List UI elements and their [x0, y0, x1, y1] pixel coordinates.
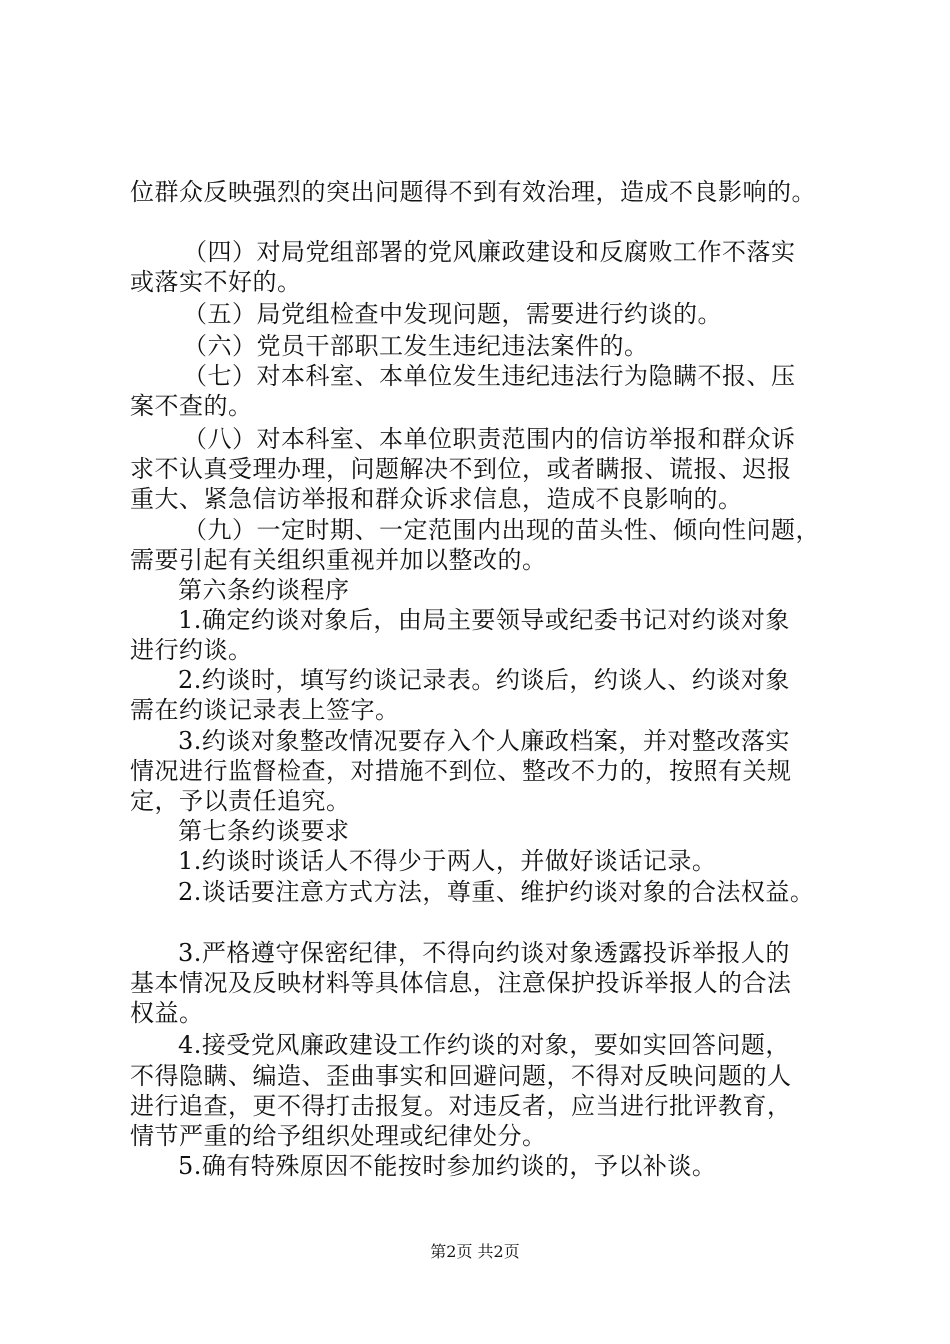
body-line: 需在约谈记录表上签字。 [130, 696, 400, 724]
body-line: （五）局党组检查中发现问题，需要进行约谈的。 [183, 300, 722, 328]
body-line: （七）对本科室、本单位发生违纪违法行为隐瞒不报、压 [183, 362, 796, 390]
section-heading: 第六条约谈程序 [178, 576, 350, 604]
body-line: （八）对本科室、本单位职责范围内的信访举报和群众诉 [183, 425, 796, 453]
body-line: （四）对局党组部署的党风廉政建设和反腐败工作不落实 [183, 238, 796, 266]
body-line: 3.严格遵守保密纪律，不得向约谈对象透露投诉举报人的 [178, 939, 790, 967]
body-line: 3.约谈对象整改情况要存入个人廉政档案，并对整改落实 [178, 727, 790, 755]
body-line: 1.确定约谈对象后，由局主要领导或纪委书记对约谈对象 [178, 606, 790, 634]
body-line: （六）党员干部职工发生违纪违法案件的。 [183, 332, 649, 360]
body-line: 求不认真受理办理，问题解决不到位，或者瞒报、谎报、迟报 [130, 455, 792, 483]
body-line: （九）一定时期、一定范围内出现的苗头性、倾向性问题， [183, 516, 820, 544]
body-line: 4.接受党风廉政建设工作约谈的对象，要如实回答问题， [178, 1031, 790, 1059]
body-line: 权益。 [130, 999, 204, 1027]
page-footer: 第2页 共2页 [430, 1242, 520, 1261]
body-line: 情况进行监督检查，对措施不到位、整改不力的，按照有关规 [130, 757, 792, 785]
section-heading: 第七条约谈要求 [178, 817, 350, 845]
body-line: 2.约谈时，填写约谈记录表。约谈后，约谈人、约谈对象 [178, 666, 790, 694]
body-line: 或落实不好的。 [130, 268, 302, 296]
body-line: 位群众反映强烈的突出问题得不到有效治理，造成不良影响的。 [130, 178, 816, 206]
body-line: 案不查的。 [130, 392, 253, 420]
body-line: 进行约谈。 [130, 636, 253, 664]
body-line: 定，予以责任追究。 [130, 787, 351, 815]
body-line: 情节严重的给予组织处理或纪律处分。 [130, 1122, 547, 1150]
body-line: 需要引起有关组织重视并加以整改的。 [130, 546, 547, 574]
body-line: 2.谈话要注意方式方法，尊重、维护约谈对象的合法权益。 [178, 878, 815, 906]
body-line: 进行追查，更不得打击报复。对违反者，应当进行批评教育， [130, 1092, 792, 1120]
body-line: 1.约谈时谈话人不得少于两人，并做好谈话记录。 [178, 847, 717, 875]
body-line: 不得隐瞒、编造、歪曲事实和回避问题，不得对反映问题的人 [130, 1062, 792, 1090]
body-line: 5.确有特殊原因不能按时参加约谈的，予以补谈。 [178, 1152, 717, 1180]
body-line: 重大、紧急信访举报和群众诉求信息，造成不良影响的。 [130, 485, 743, 513]
body-line: 基本情况及反映材料等具体信息，注意保护投诉举报人的合法 [130, 969, 792, 997]
